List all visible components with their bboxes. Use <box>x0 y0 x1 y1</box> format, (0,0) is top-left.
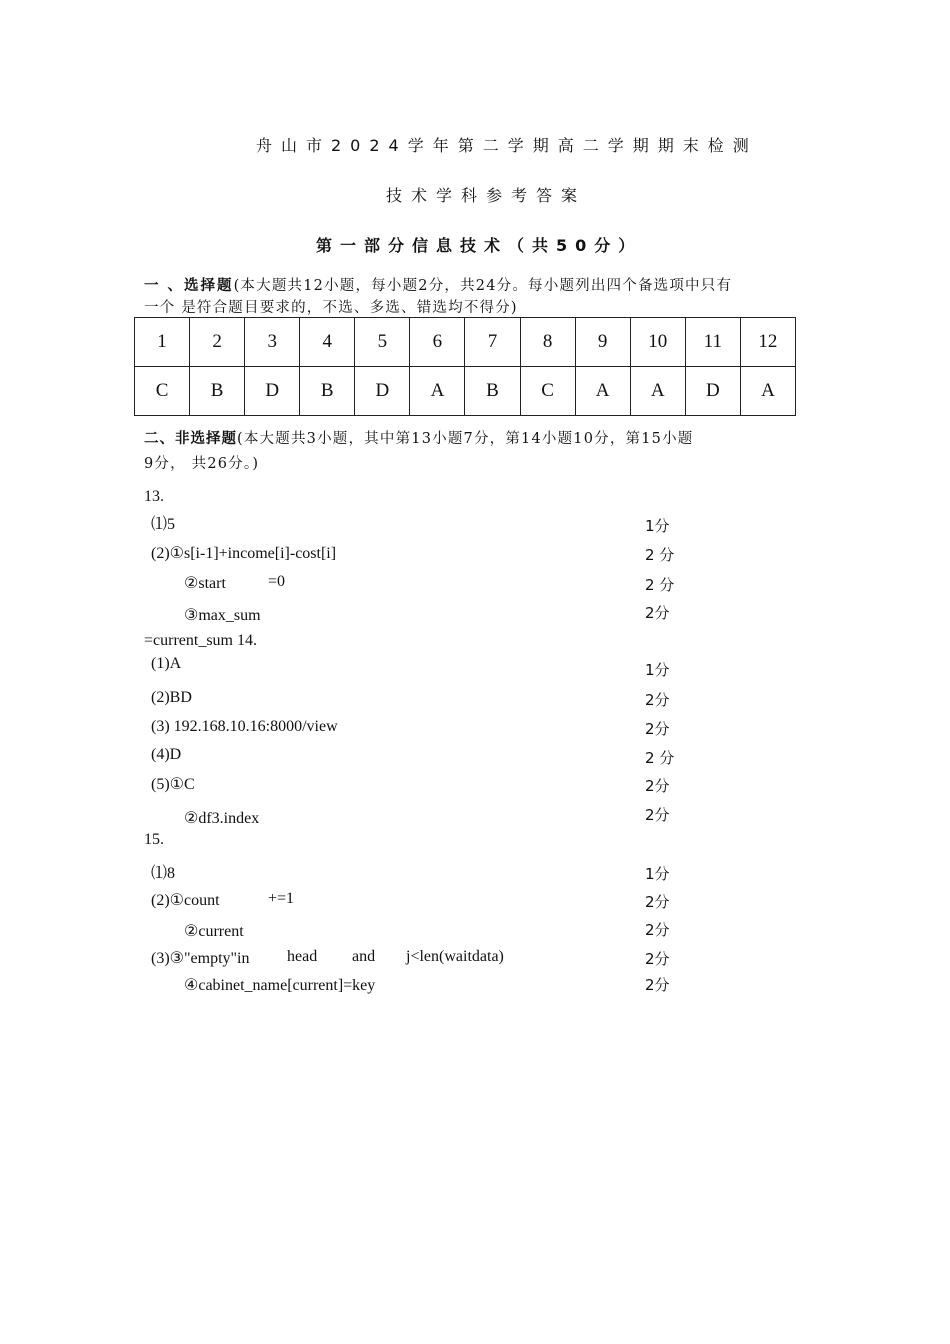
section1-heading-line1 <box>144 274 732 295</box>
q15-answer-5: ④cabinet_name[current]=key <box>184 977 376 994</box>
answer-cell: C <box>520 367 575 416</box>
q14-points-2: 2分 <box>645 691 670 709</box>
q14-points-6: 2分 <box>645 806 670 824</box>
q14-points-3: 2分 <box>645 720 670 738</box>
section1-desc-line2: 一个 是符合题目要求的，不选、多选、错选均不得分) <box>144 300 518 316</box>
q15-points-4: 2分 <box>645 950 670 968</box>
question-number-cell: 7 <box>465 318 520 367</box>
q13-points-4: 2分 <box>645 604 670 622</box>
answer-cell: D <box>245 367 300 416</box>
q13-points-2: 2 分 <box>645 546 675 564</box>
section2-heading-line1 <box>144 427 694 448</box>
answer-cell: D <box>685 367 740 416</box>
question-number-cell: 11 <box>685 318 740 367</box>
answer-table <box>134 317 796 416</box>
q14-answer-5: (5)①C <box>151 776 195 793</box>
question-number-cell: 9 <box>575 318 630 367</box>
q15-answer-3: ②current <box>184 923 244 940</box>
q15-points-3: 2分 <box>645 921 670 939</box>
section2-heading: 二、非选择题 <box>144 431 237 447</box>
q14-answer-1: (1)A <box>151 655 182 672</box>
q14-answer-3: (3) 192.168.10.16:8000/view <box>151 718 338 735</box>
q13-number: 13. <box>144 488 164 505</box>
q13-answer-2: (2)①s[i-1]+income[i]-cost[i] <box>151 545 337 562</box>
q15-answer-1: ⑴8 <box>151 865 176 882</box>
answer-cell: B <box>300 367 355 416</box>
q13-answer-1: ⑴5 <box>151 516 176 533</box>
question-number-cell: 1 <box>135 318 190 367</box>
q14-answer-4: (4)D <box>151 746 182 763</box>
q15-answer-2b: +=1 <box>268 890 295 907</box>
question-number-cell: 4 <box>300 318 355 367</box>
q13-answer-3a: ②start <box>184 575 226 592</box>
q14-points-4: 2 分 <box>645 749 675 767</box>
section2-desc-line2: 9分， 共26分。) <box>144 456 260 472</box>
q14-points-5: 2分 <box>645 777 670 795</box>
answer-cell: A <box>575 367 630 416</box>
q13-points-3: 2 分 <box>645 576 675 594</box>
document-title: 舟山市2024学年第二学期高二学期期末检测 <box>256 136 758 155</box>
q13-answer-4: ③max_sum <box>184 607 261 624</box>
section1-heading: 一 、选择题 <box>144 278 234 294</box>
question-number-cell: 3 <box>245 318 300 367</box>
answer-table-number-row <box>135 318 796 367</box>
q13-points-1: 1分 <box>645 517 670 535</box>
q15-points-1: 1分 <box>645 865 670 883</box>
answer-cell: C <box>135 367 190 416</box>
answer-table-answer-row <box>135 367 796 416</box>
question-number-cell: 5 <box>355 318 410 367</box>
q13-answer-4-continued <box>144 632 257 650</box>
document-subtitle: 技术学科参考答案 <box>386 186 587 205</box>
q15-points-2: 2分 <box>645 893 670 911</box>
section2-desc-line1: (本大题共3小题，其中第13小题7分，第14小题10分，第15小题 <box>237 431 694 447</box>
q15-answer-4d: j<len(waitdata) <box>406 948 504 965</box>
question-number-cell: 12 <box>740 318 795 367</box>
q13-answer-3b: =0 <box>268 573 286 590</box>
section1-desc-line1: (本大题共12小题，每小题2分，共24分。每小题列出四个备选项中只有 <box>233 278 733 294</box>
answer-cell: B <box>190 367 245 416</box>
question-number-cell: 10 <box>630 318 685 367</box>
answer-cell: A <box>630 367 685 416</box>
q13-answer-4-cont-text: =current_sum <box>144 632 233 649</box>
answer-cell: D <box>355 367 410 416</box>
q14-answer-6: ②df3.index <box>184 810 260 827</box>
q14-answer-2: (2)BD <box>151 689 192 706</box>
question-number-cell: 8 <box>520 318 575 367</box>
q14-points-1: 1分 <box>645 661 670 679</box>
q15-answer-4c: and <box>352 948 376 965</box>
q15-number: 15. <box>144 831 164 848</box>
question-number-cell: 6 <box>410 318 465 367</box>
part-title: 第一部分信息技术（共50分） <box>316 236 643 255</box>
q14-number: 14. <box>237 632 257 649</box>
answer-cell: B <box>465 367 520 416</box>
answer-cell: A <box>410 367 465 416</box>
q15-answer-4a: (3)③"empty"in <box>151 950 250 967</box>
q15-answer-2a: (2)①count <box>151 892 220 909</box>
q15-answer-4b: head <box>287 948 318 965</box>
q15-points-5: 2分 <box>645 976 670 994</box>
question-number-cell: 2 <box>190 318 245 367</box>
answer-cell: A <box>740 367 795 416</box>
